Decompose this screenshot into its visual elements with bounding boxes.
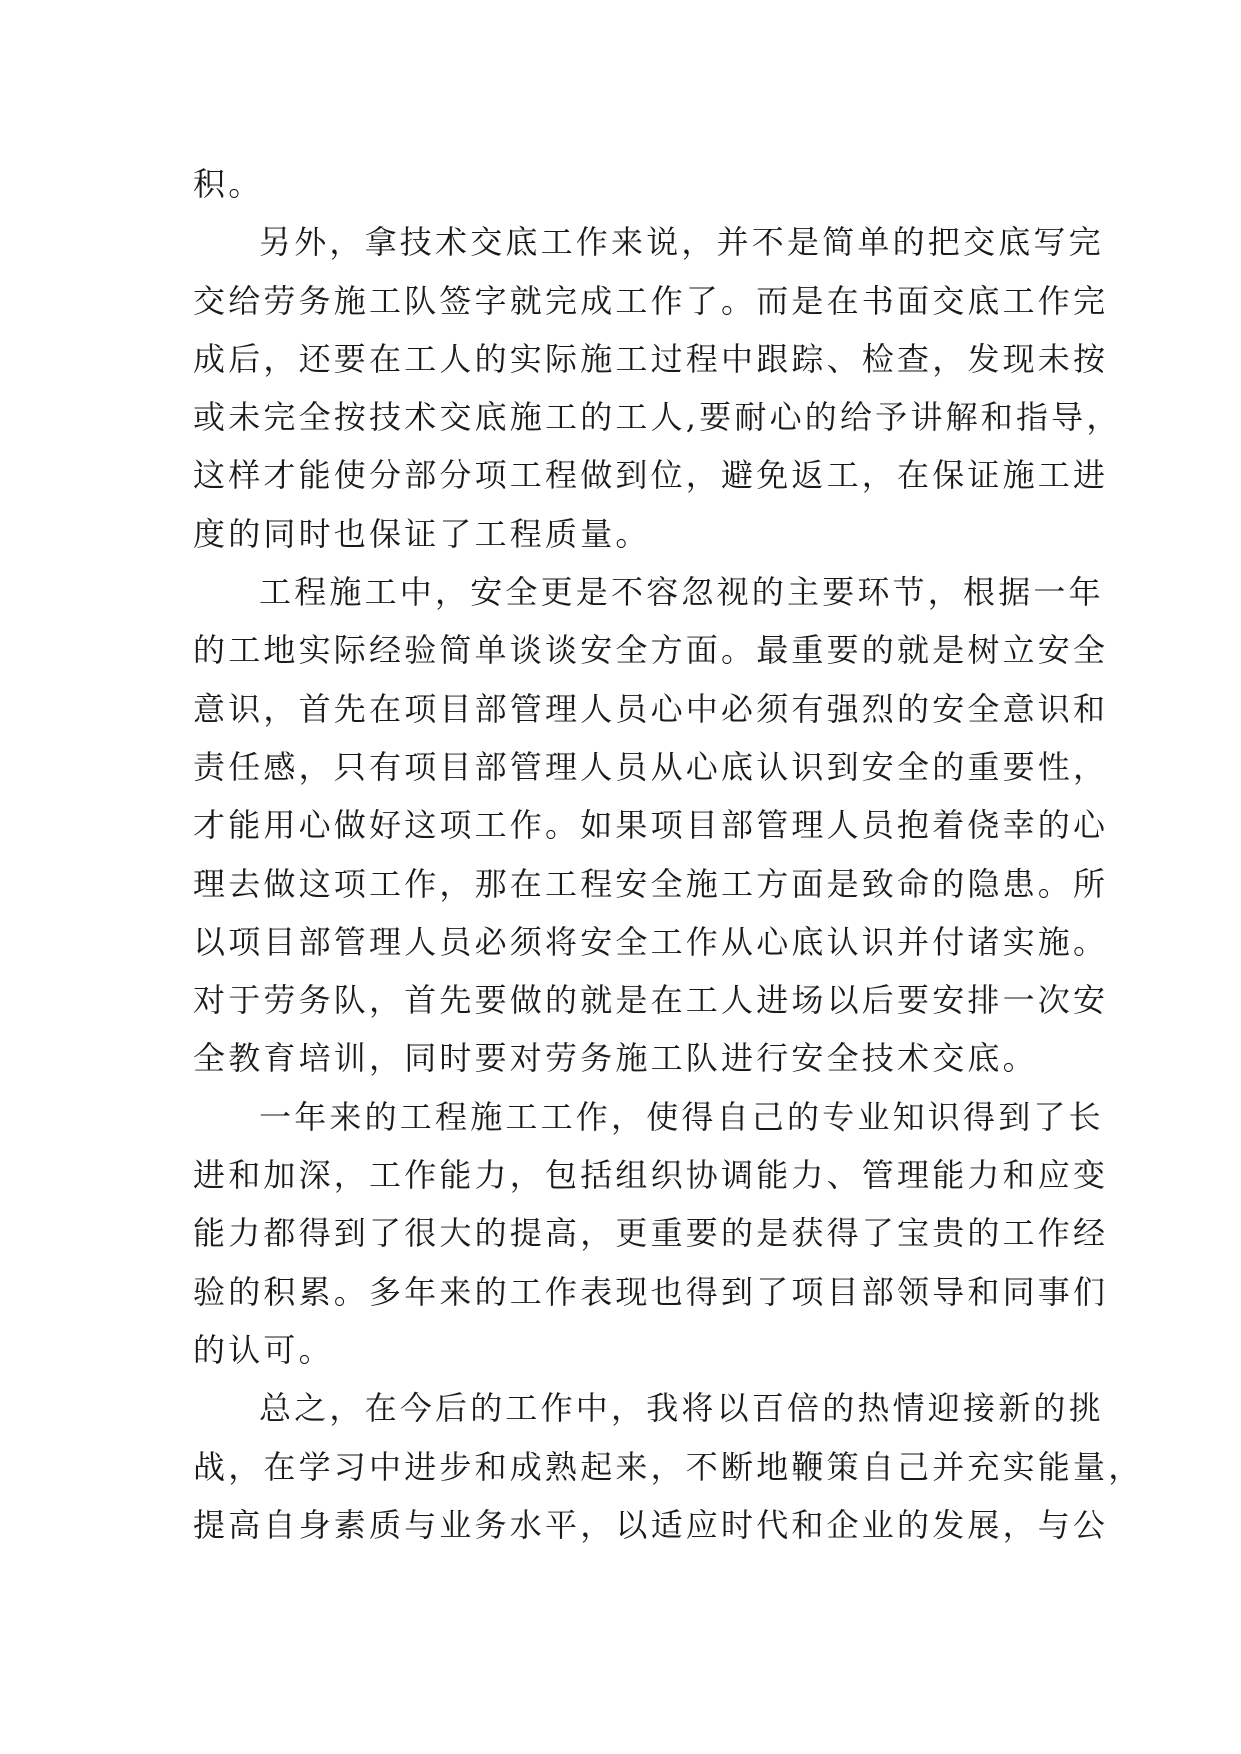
text-line: 验的积累。多年来的工作表现也得到了项目部领导和同事们 [193,1272,1109,1311]
text-line: 积。 [193,165,264,203]
text-line: 对于劳务队，首先要做的就是在工人进场以后要安排一次安 [193,981,1109,1020]
text-line: 的工地实际经验简单谈谈安全方面。最重要的就是树立安全 [193,631,1109,670]
text-line: 或未完全按技术交底施工的工人,要耐心的给予讲解和指导， [193,398,1122,437]
paragraph-first-line: 另外，拿技术交底工作来说，并不是简单的把交底写完 [259,223,1104,262]
text-line: 责任感，只有项目部管理人员从心底认识到安全的重要性， [193,747,1109,786]
text-line: 能力都得到了很大的提高，更重要的是获得了宝贵的工作经 [193,1214,1109,1253]
paragraph-first-line: 总之，在今后的工作中，我将以百倍的热情迎接新的挑 [259,1389,1104,1428]
text-line: 交给劳务施工队签字就完成工作了。而是在书面交底工作完 [193,281,1109,320]
text-line: 意识，首先在项目部管理人员心中必须有强烈的安全意识和 [193,689,1109,728]
document-body [193,155,1144,1554]
text-line: 才能用心做好这项工作。如果项目部管理人员抱着侥幸的心 [193,806,1109,845]
paragraph-first-line: 一年来的工程施工工作，使得自己的专业知识得到了长 [259,1097,1104,1136]
text-line: 这样才能使分部分项工程做到位，避免返工，在保证施工进 [193,456,1109,495]
text-line: 战，在学习中进步和成熟起来，不断地鞭策自己并充实能量， [193,1447,1144,1486]
text-line: 成后，还要在工人的实际施工过程中跟踪、检查，发现未按 [193,339,1109,378]
text-line: 全教育培训，同时要对劳务施工队进行安全技术交底。 [193,1039,1038,1078]
paragraph-first-line: 工程施工中，安全更是不容忽视的主要环节，根据一年 [259,573,1104,612]
text-line: 度的同时也保证了工程质量。 [193,514,651,553]
text-line: 提高自身素质与业务水平，以适应时代和企业的发展，与公 [193,1505,1109,1544]
text-line: 以项目部管理人员必须将安全工作从心底认识并付诸实施。 [193,922,1109,961]
text-line: 进和加深，工作能力，包括组织协调能力、管理能力和应变 [193,1156,1109,1195]
text-line: 的认可。 [193,1330,334,1369]
text-line: 理去做这项工作，那在工程安全施工方面是致命的隐患。所 [193,864,1109,903]
